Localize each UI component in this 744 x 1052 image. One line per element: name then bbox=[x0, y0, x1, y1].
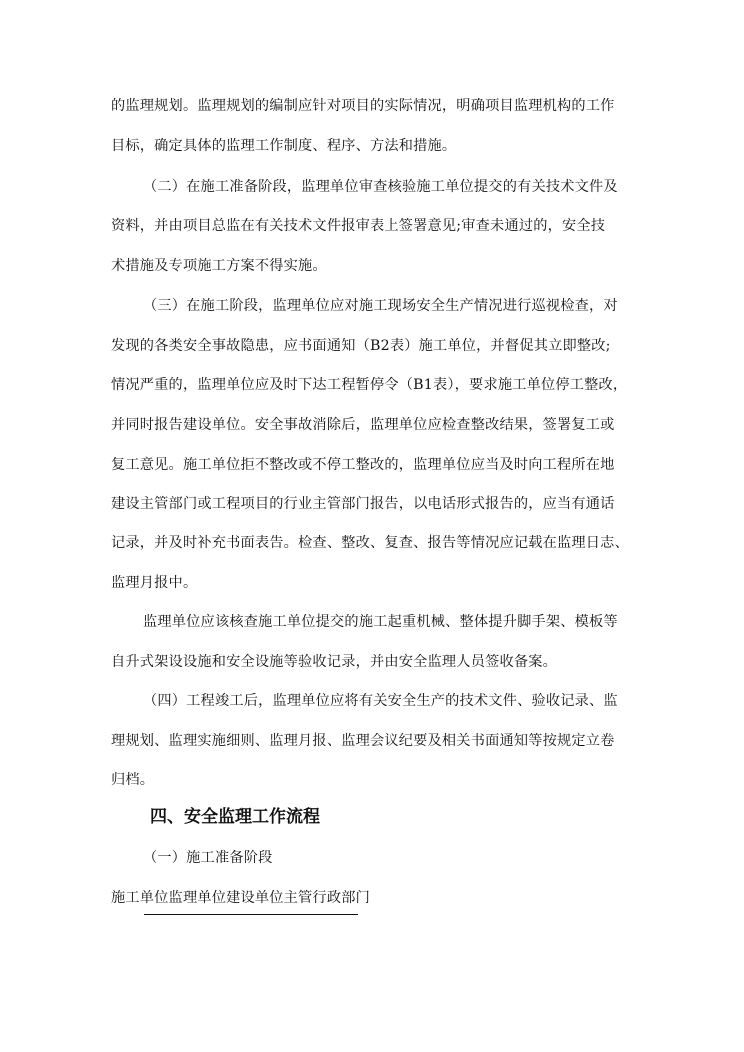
text-line: 的监理规划。监理规划的编制应针对项目的实际情况，明确项目监理机构的工作 bbox=[111, 98, 615, 114]
text-line: 自升式架设设施和安全设施等验收记录，并由安全监理人员签收备案。 bbox=[111, 654, 558, 670]
text-line: 归档。 bbox=[111, 772, 155, 788]
text-line: （三）在施工阶段，监理单位应对施工现场安全生产情况进行巡视检查，对 bbox=[143, 298, 618, 314]
section-heading: 四、安全监理工作流程 bbox=[150, 807, 320, 827]
text-line: 理规划、监理实施细则、监理月报、监理会议纪要及相关书面通知等按规定立卷 bbox=[111, 733, 615, 749]
text-line: 建设主管部门或工程项目的行业主管部门报告，以电话形式报告的，应当有通话 bbox=[111, 496, 615, 512]
text-line: 复工意见。施工单位拒不整改或不停工整改的，监理单位应当及时向工程所在地 bbox=[111, 457, 615, 473]
text-line: 记录，并及时补充书面表告。检查、整改、复查、报告等情况应记载在监理日志、 bbox=[111, 535, 629, 551]
flow-divider-line bbox=[144, 914, 358, 915]
text-line: 情况严重的，监理单位应及时下达工程暂停令（B1表），要求施工单位停工整改， bbox=[111, 377, 628, 393]
text-line: 监理月报中。 bbox=[111, 575, 198, 591]
text-line: 术措施及专项施工方案不得实施。 bbox=[111, 258, 327, 274]
text-line: 目标，确定具体的监理工作制度、程序、方法和措施。 bbox=[111, 138, 457, 154]
text-line: （四）工程竣工后，监理单位应将有关安全生产的技术文件、验收记录、监 bbox=[143, 693, 618, 709]
text-line: 并同时报告建设单位。安全事故消除后，监理单位应检查整改结果，签署复工或 bbox=[111, 417, 615, 433]
text-line: 资料，并由项目总监在有关技术文件报审表上签署意见;审查未通过的，安全技 bbox=[111, 218, 606, 234]
text-line: （二）在施工准备阶段，监理单位审查核验施工单位提交的有关技术文件及 bbox=[143, 179, 618, 195]
flow-header: 施工单位监理单位建设单位主管行政部门 bbox=[111, 890, 370, 906]
subsection-title: （一）施工准备阶段 bbox=[143, 850, 273, 866]
text-line: 监理单位应该核查施工单位提交的施工起重机械、整体提升脚手架、模板等 bbox=[143, 614, 618, 630]
text-line: 发现的各类安全事故隐患，应书面通知（B2表）施工单位，并督促其立即整改; bbox=[111, 338, 611, 354]
